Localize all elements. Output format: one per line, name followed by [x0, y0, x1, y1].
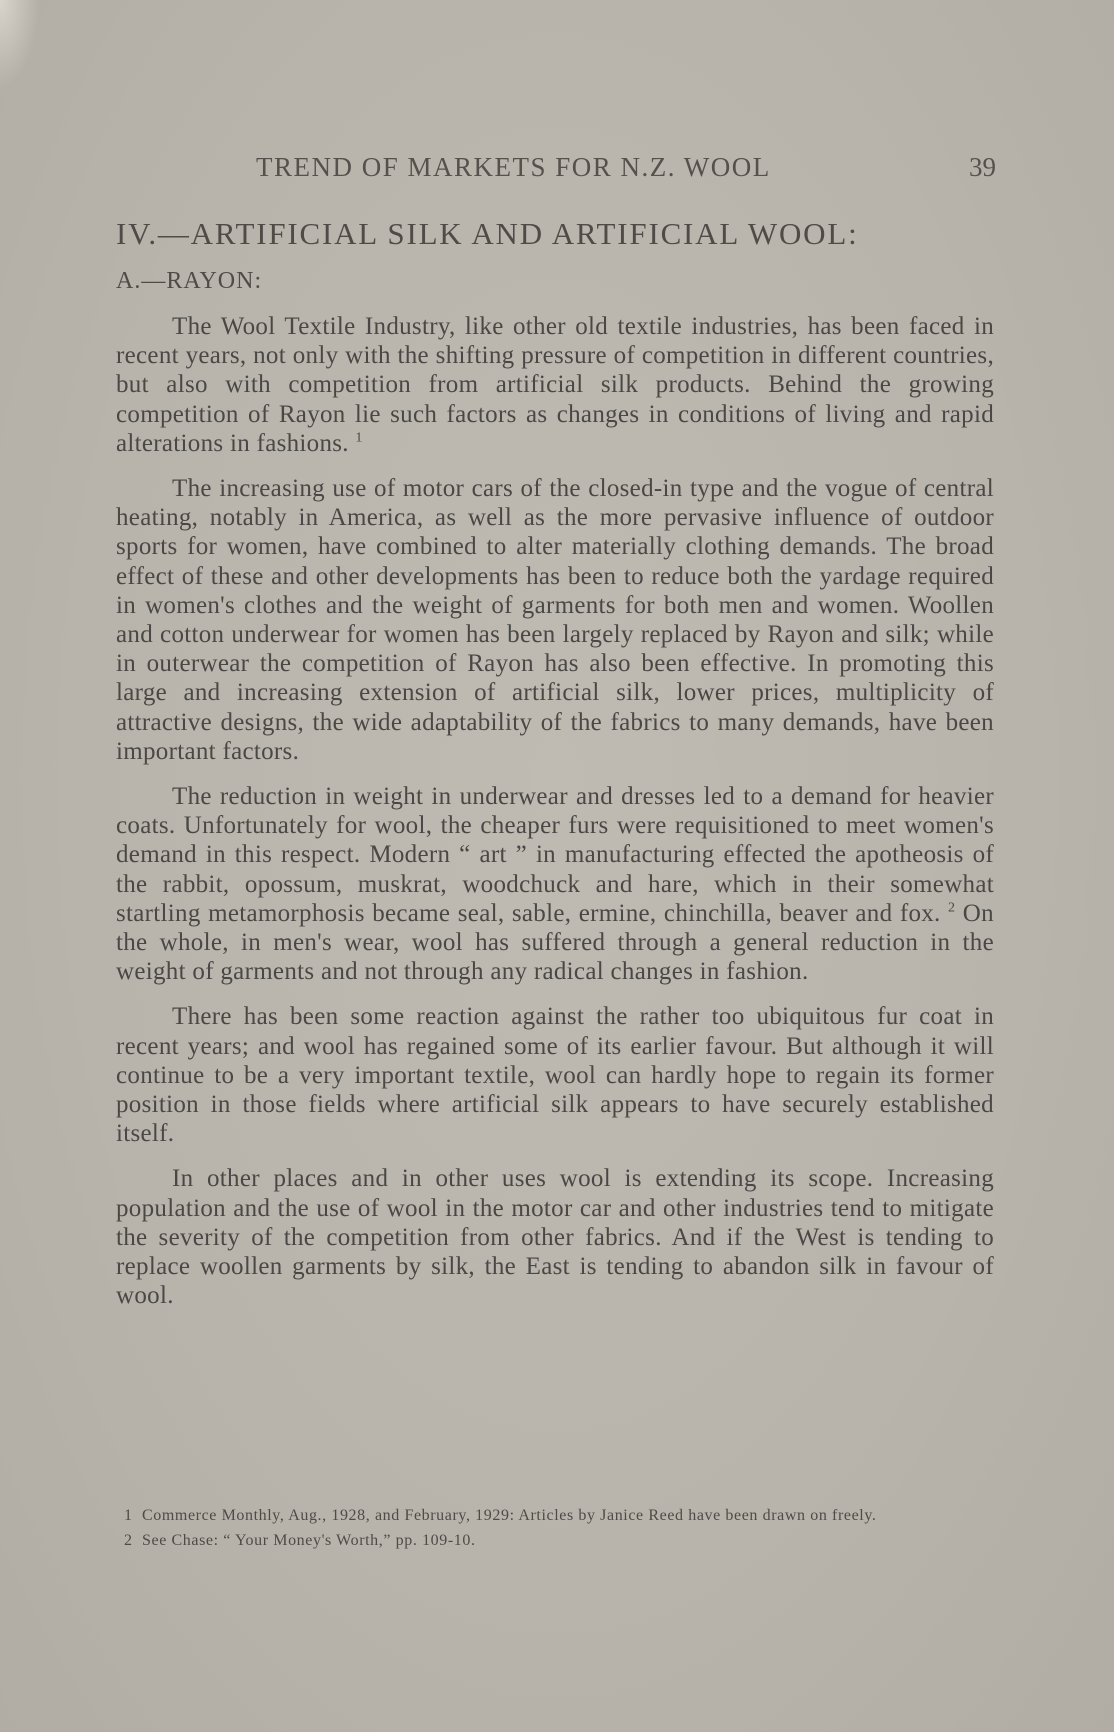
page-number: 39 [969, 152, 996, 182]
footnote-number: 1 [124, 1507, 133, 1524]
paragraph-text: The increasing use of motor cars of the closed-in type and the vogue of central heating, notably in America, as well as the more pervasive influence of outdoor sports for women, have combined to alter materially clothing demands. The broad effect of these and other developments has been to reduce both the yardage required in women's clothes and the weight of garments for both men and women. Woollen and cotton underwear for women has been largely replaced by Rayon and silk; while in outerwear the competition of Rayon has also been effective. In promoting this large and increasing extension of artificial silk, lower prices, multiplicity of attractive designs, the wide adaptability of the fabrics to many demands, have been important factors. [116, 475, 994, 765]
footnote-ref-1: 1 [355, 430, 363, 446]
paragraph-2 [116, 474, 994, 766]
paragraph-4 [116, 1002, 994, 1148]
paragraph-5 [116, 1164, 994, 1310]
footnote-1 [124, 1506, 996, 1525]
footnote-ref-2: 2 [948, 900, 956, 916]
page-corner-discoloration [0, 0, 40, 90]
running-title: TREND OF MARKETS FOR N.Z. WOOL [256, 152, 771, 182]
paragraph-text: The Wool Textile Industry, like other old textile industries, has been faced in recent years, not only with the shifting pressure of competition in different countries, but also with competition from artificial silk products. Behind the growing competition of Rayon lie such factors as changes in conditions of living and rapid alterations in fashions. [116, 313, 994, 457]
running-head [116, 152, 996, 188]
footnote-2 [124, 1531, 996, 1550]
paragraph-3 [116, 782, 994, 986]
subsection-heading: A.—RAYON: [116, 268, 263, 294]
footnote-text: See Chase: “ Your Money's Worth,” pp. 109-10. [142, 1532, 476, 1549]
paragraph-text: The reduction in weight in underwear and dresses led to a demand for heavier coats. Unfortunately for wool, the cheaper furs were requisitioned to meet women's demand in this respect. Modern “ art ” in manufacturing effected the apotheosis of the rabbit, opossum, muskrat, woodchuck and hare, which in their somewhat startling metamorphosis became seal, sable, ermine, chinchilla, beaver and fox. [116, 783, 994, 927]
paragraph-text: In other places and in other uses wool is extending its scope. Increasing population and the use of wool in the motor car and other industries tend to mitigate the severity of the competition from other fabrics. And if the West is tending to replace woollen garments by silk, the East is tending to abandon silk in favour of wool. [116, 1165, 994, 1310]
footnote-number: 2 [124, 1532, 133, 1549]
footnote-text: Commerce Monthly, Aug., 1928, and February, 1929: Articles by Janice Reed have been drawn on freely. [142, 1507, 877, 1524]
paragraph-text: There has been some reaction against the rather too ubiquitous fur coat in recent years; and wool has regained some of its earlier favour. But although it will continue to be a very important textile, wool can hardly hope to regain its former position in those fields where artificial silk appears to have securely established itself. [116, 1003, 994, 1148]
section-heading: IV.—ARTIFICIAL SILK AND ARTIFICIAL WOOL: [116, 216, 859, 251]
paragraph-text-continued: On the whole, in men's wear, wool has suffered through a general reduction in the weight of garments and not through any radical changes in fashion. [116, 899, 994, 986]
footnotes [124, 1506, 996, 1556]
body-text [116, 312, 994, 1327]
paragraph-1 [116, 312, 994, 458]
